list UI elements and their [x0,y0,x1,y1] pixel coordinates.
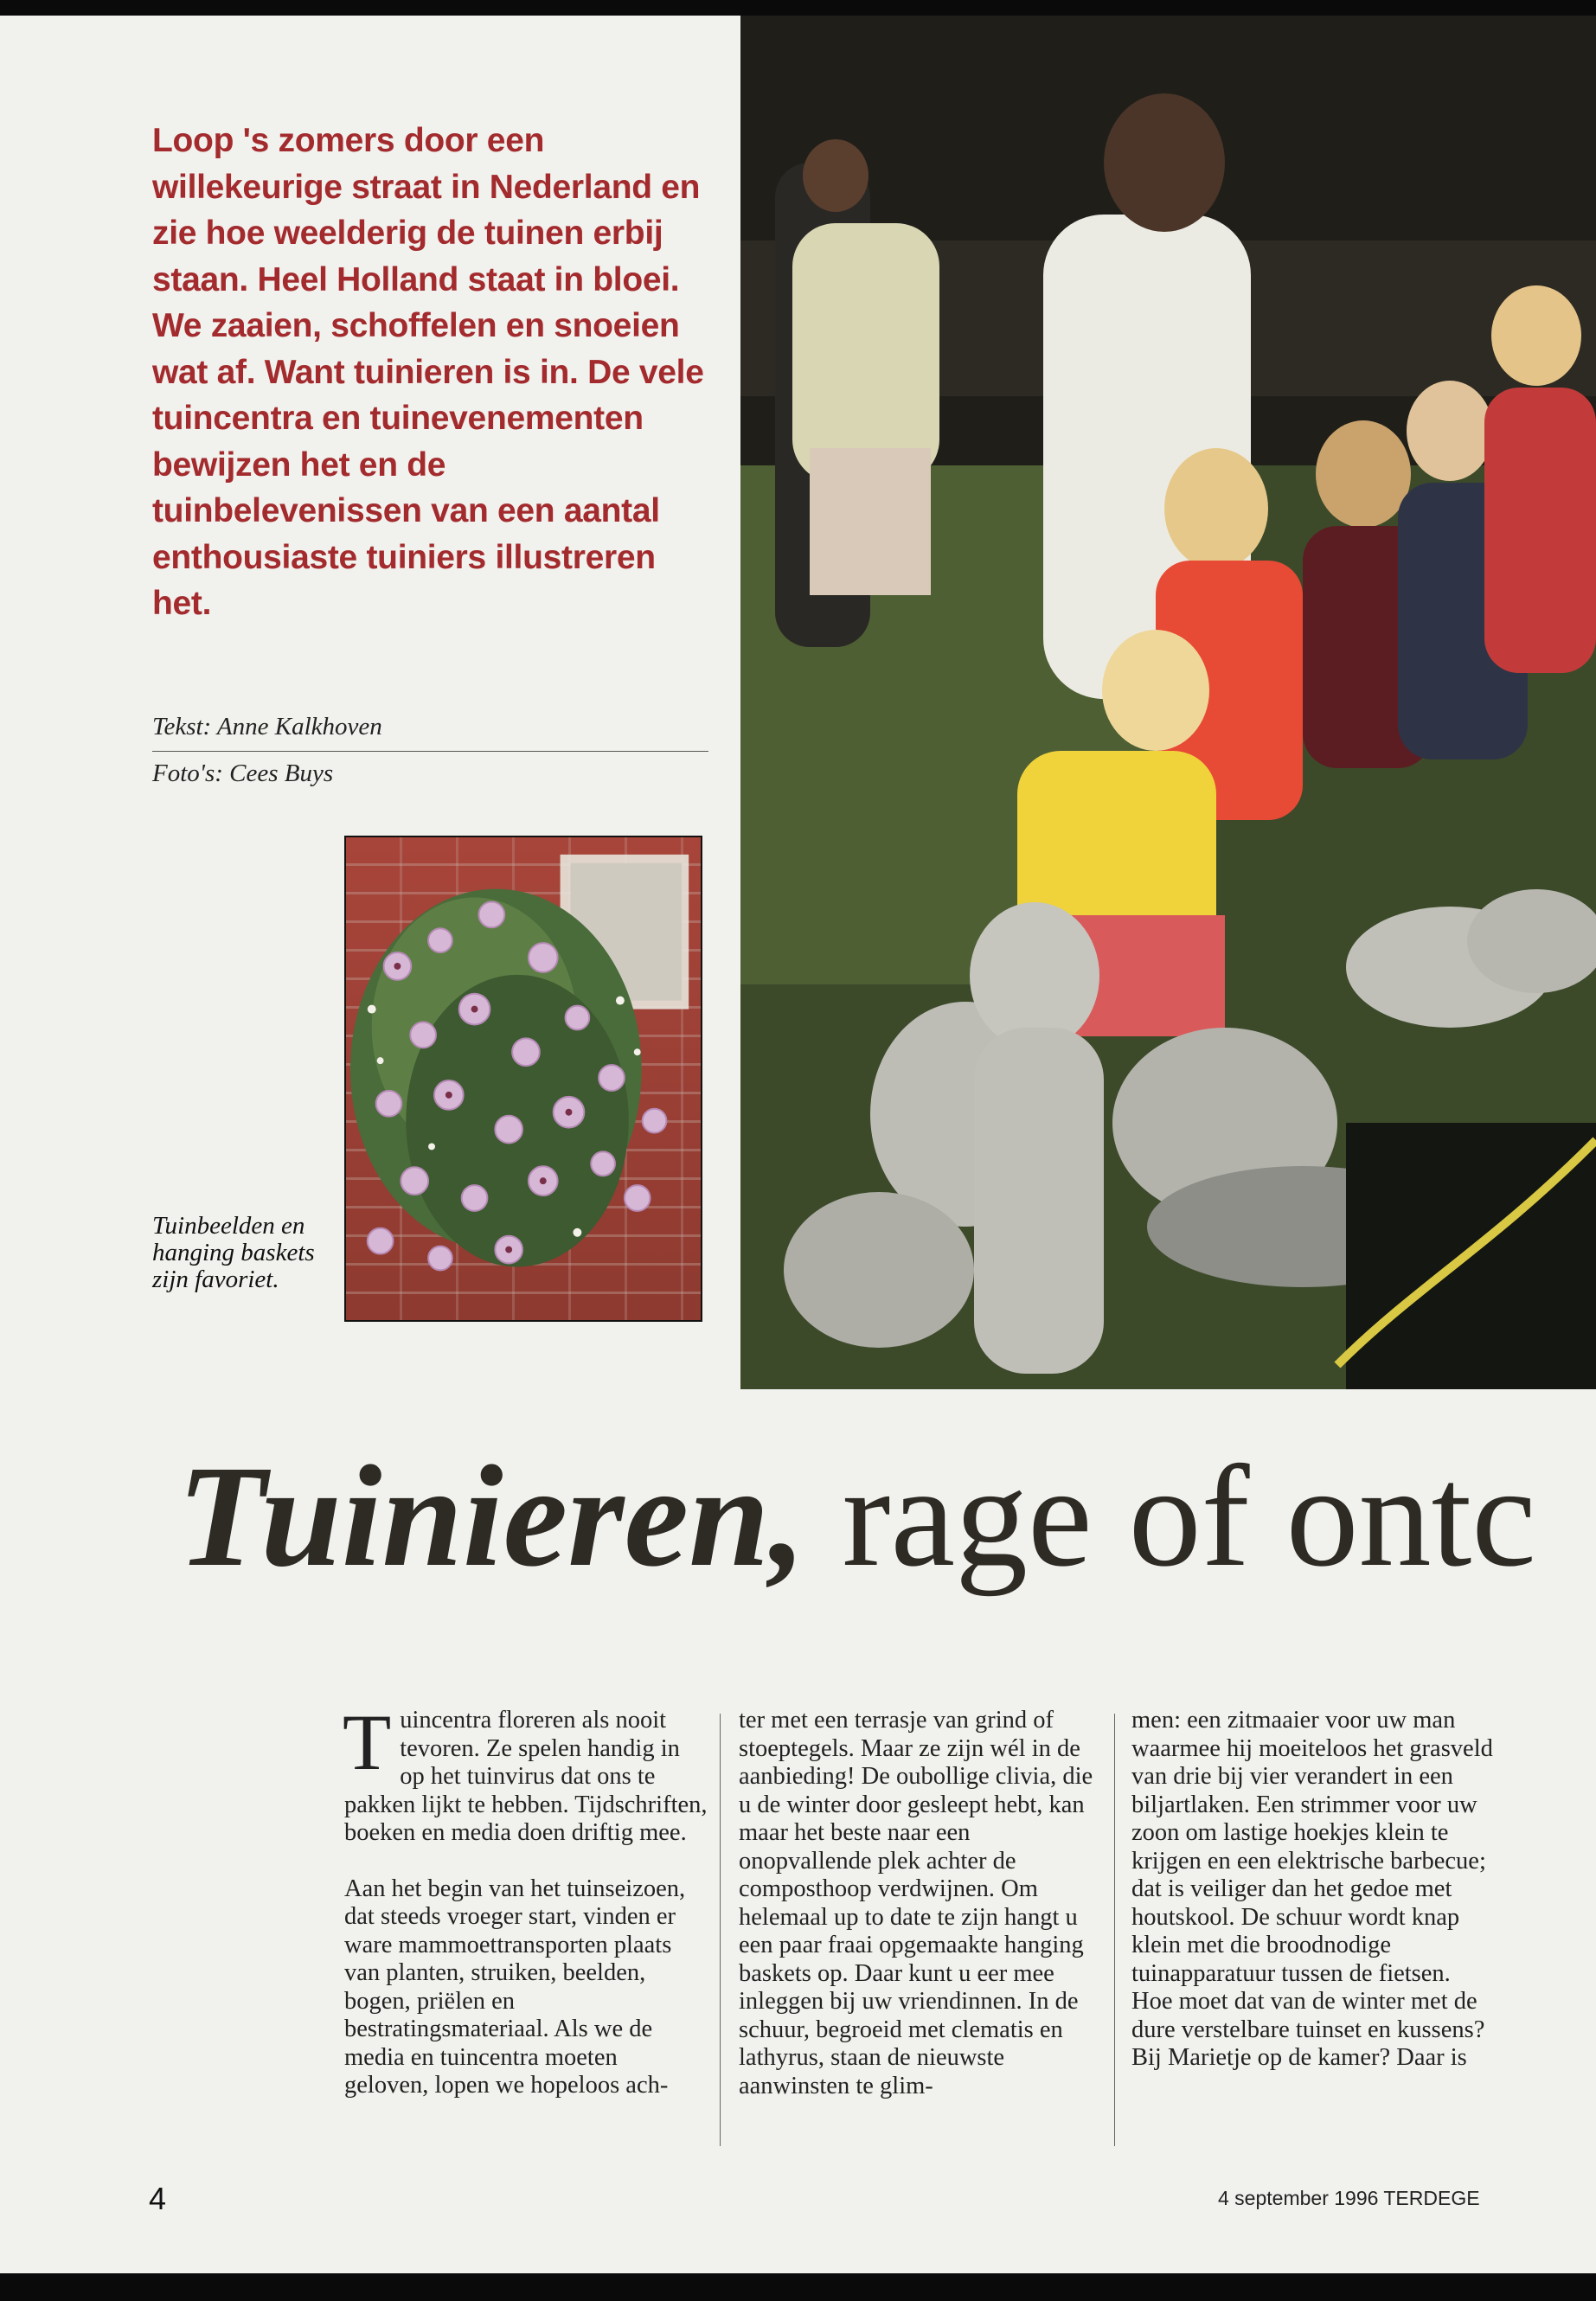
magazine-page [0,16,1596,2273]
garden-statues-photo [740,16,1596,1389]
headline-italic: Tuinieren, [177,1436,806,1597]
page-number: 4 [149,2181,167,2216]
hanging-basket-illustration [346,837,701,1320]
column-divider-1 [720,1714,721,2146]
body-paragraph-4: men: een zitmaaier voor uw man waarmee hij moeiteloos het grasveld van drie bij vier verandert in een biljartlaken. Een strimmer voor uw zoon om lastige hoekjes klein te krijgen en een elektrische barbecue; dat is veiliger dan het gedoe met houtskool. De schuur wordt knap klein met die broodnodige tuinapparatuur tussen de fietsen. Hoe moet dat van de winter met de dure verstelbare tuinset en kussens? Bij Marietje op de kamer? Daar is [1131,1707,1493,2071]
garden-statues-illustration [740,16,1596,1389]
body-paragraph-1-text: uincentra floreren als nooit tevoren. Ze spelen handig in op het tuinvirus dat ons te pakken lijkt te hebben. Tijdschriften, boeken en media doen driftig mee. [344,1707,708,1846]
headline-rest: rage of ontc [842,1436,1536,1597]
issue-date: 4 september 1996 TERDEGE [1218,2187,1480,2209]
body-paragraph-3: ter met een terrasje van grind of stoeptegels. Maar ze zijn wél in de aanbieding! De oubollige clivia, die u de winter door gesleept hebt, kan maar het beste naar een onopvallende plek achter de composthoop verdwijnen. Om helemaal up to date te zijn hangt u een paar fraai opgemaakte hanging baskets op. Daar kunt u eer mee inleggen bij uw vriendinnen. In de schuur, begroeid met clematis en lathyrus, staan de nieuwste aanwinsten te glim- [739,1707,1093,2099]
photo-credit: Foto's: Cees Buys [152,760,334,787]
drop-cap: T [343,1698,392,1786]
text-credit: Tekst: Anne Kalkhoven [152,713,382,740]
body-column-3 [1131,1707,1495,2073]
body-paragraph-2: Aan het begin van het tuinseizoen, dat steeds vroeger start, vinden er ware mammoettransporten plaats van planten, struiken, beelden, bogen, priëlen en bestratingsmateriaal. Als we de media en tuincentra moeten geloven, lopen we hopeloos ach- [344,1875,686,2099]
credit-divider [152,751,708,752]
article-headline [177,1434,1536,1599]
intro-lead: Loop 's zomers door een willekeurige straat in Nederland en zie hoe weelderig de tuinen erbij staan. Heel Holland staat in bloei. We zaaien, schoffelen en snoeien wat af. Want tuinieren is in. De vele tuincentra en tuinevenementen bewijzen het en de tuinbelevenissen van een aantal enthousiaste tuiniers illustreren het. [152,122,704,622]
body-column-2 [739,1707,1100,2100]
column-divider-2 [1114,1714,1115,2146]
hanging-basket-photo [344,836,702,1322]
photo-caption: Tuinbeelden en hanging baskets zijn favoriet. [152,1212,315,1293]
body-column-1 [343,1698,708,2100]
body-paragraph-1 [343,1698,708,1848]
